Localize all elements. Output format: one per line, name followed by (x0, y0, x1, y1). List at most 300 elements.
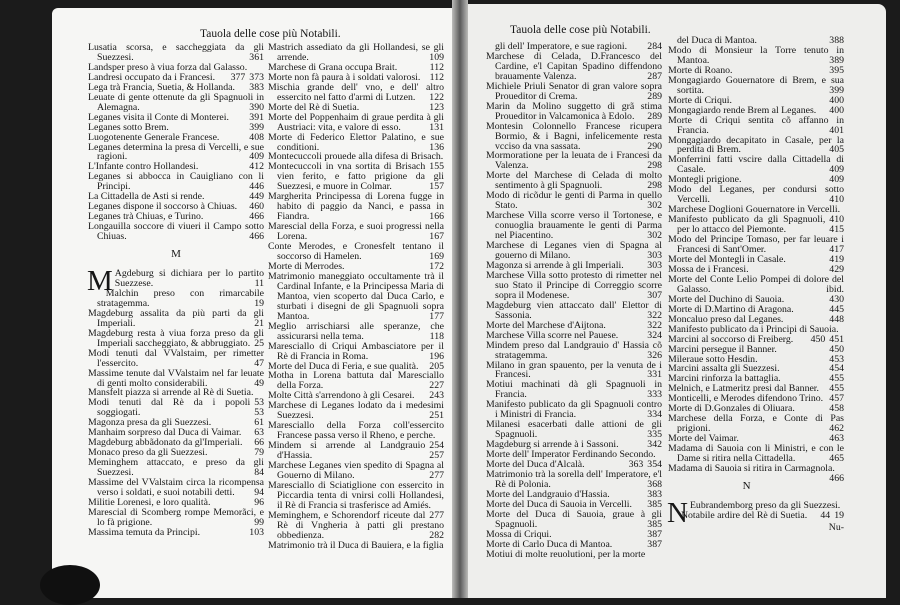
index-entry (486, 151, 662, 171)
page-number: 298 (647, 180, 662, 192)
entry-text: Mongagiardo decapitato in Casale, per la perdita di Brem. (668, 134, 844, 156)
index-entry (88, 329, 264, 349)
entry-text: Motiui di molte reuolutioni, per la morte (486, 548, 646, 560)
entry-text: Meminghem, e Schorendorf riceute dal Rè di Vngheria à patti gli prestano obbedienza. (268, 509, 444, 541)
page-number: 49 (254, 377, 264, 389)
index-entry (486, 191, 662, 211)
page-number: 53 (254, 397, 264, 409)
page-number: 254 (429, 440, 444, 452)
index-entry (268, 162, 444, 192)
page-number: 450 (810, 333, 826, 345)
entry-text: Marchese di Leganes vien di Spagna al gouerno di Milano. (486, 240, 662, 262)
page-number: 451 (829, 333, 844, 345)
index-entry (88, 172, 264, 192)
page-number: 44 (820, 509, 831, 521)
index-entry (486, 271, 662, 301)
page-number: 167 (429, 231, 444, 243)
page-number: 331 (647, 369, 662, 381)
page-number: 303 (647, 259, 662, 271)
page-number: 96 (254, 496, 264, 508)
page-number: 412 (249, 161, 264, 173)
page-number: 455 (829, 373, 844, 385)
index-entry (268, 222, 444, 242)
entry-text: Marin da Molino suggetto di grã stima Proueditor in Valcamonica à Edolo. (486, 100, 662, 122)
entry-text: Magdeburg assalita da più parti da gli Imperiali. (88, 307, 264, 329)
page-number: 363 (628, 459, 644, 471)
index-entry (88, 349, 264, 369)
index-entry (486, 420, 662, 440)
entry-text: Morte di Roano. (668, 64, 733, 76)
entry-text: Morte del Marchese d'Aijtona. (486, 319, 606, 331)
entry-text: Leganes visita il Conte di Monterei. (88, 111, 229, 123)
entry-text: Leganes sotto Brem. (88, 121, 169, 133)
entry-text: Mongagiardo rende Brem al Leganes. (668, 104, 817, 116)
page-number: 409 (249, 151, 264, 163)
index-entry (668, 136, 844, 156)
index-entry (268, 541, 444, 551)
entry-text: Monticelli, e Merodes difendono Trino. (668, 393, 824, 405)
entry-text: Mischia grande dell' vno, e dell' altro essercito nel fatto d'armi di Lutzen. (268, 81, 444, 103)
entry-text: Margherita Principessa di Lorena fugge in habito di paggio da Nanci, e passa in Fiandra. (268, 191, 444, 223)
page-number: 307 (647, 289, 662, 301)
index-entry (668, 116, 844, 136)
entry-text: Leganes dispone il soccorso à Chiuas. (88, 201, 238, 213)
index-entry (88, 369, 264, 389)
entry-text: Meminghem attaccato, e preso da gli Suezzesi. (88, 457, 264, 479)
page-number: 290 (647, 140, 662, 152)
entry-text: Marchese Villa scorre verso il Tortonese, e conuoglia brauamente le genti di Parma nel Piacentino. (486, 210, 662, 242)
entry-text: Notabile ardire del Rè di Suetia. (680, 509, 808, 521)
entry-text: Morte di Merrodes. (268, 260, 345, 272)
page-number: 61 (254, 417, 264, 429)
page-number: 123 (429, 101, 444, 113)
index-entry (486, 171, 662, 191)
entry-text: Morte di Federico Elettor Palatino, e sue conditioni. (268, 131, 444, 153)
index-entry (486, 52, 662, 82)
entry-text: Magdeburg si arrende à i Sassoni. (486, 439, 619, 451)
entry-text: Manifesto publicato da gli Spagnuoli contro i Ministri di Francia. (486, 399, 662, 421)
page-number: 401 (829, 124, 844, 136)
page-number: 303 (647, 250, 662, 262)
entry-text: Motiui machinati dà gli Spagnuoli in Francia. (486, 379, 662, 401)
page-number: 282 (429, 529, 444, 541)
index-entry (668, 215, 844, 235)
page-number: 53 (254, 407, 264, 419)
page-number: 399 (249, 121, 264, 133)
entry-text: Morte del Conte Lelio Pompei di dolore del Galasso. (668, 273, 844, 295)
entry-text: Mossa de i Francesi. (668, 263, 749, 275)
page-number: 400 (829, 94, 844, 106)
index-entry (88, 508, 264, 528)
page-number: 322 (647, 309, 662, 321)
entry-text: Morte di Criqui. (668, 94, 732, 106)
entry-text: Longauilla soccore di viueri il Campo sotto Chiuas. (88, 221, 264, 243)
entry-text: Modo del Principe Tomaso, per far leuare i Francesi di Sant'Omer. (668, 234, 844, 256)
running-header-right: Tauola delle cose più Notabili. (510, 24, 651, 36)
entry-text: Mastrich assediato da gli Hollandesi, se gli arrende. (268, 42, 444, 63)
page-number: 21 (254, 317, 264, 329)
page-number: 63 (254, 427, 264, 439)
page-number: 157 (429, 181, 444, 193)
index-entry (88, 398, 264, 418)
index-entry (486, 470, 662, 490)
entry-text: Michiele Priuli Senator di gran valore sopra Proueditor di Crema. (486, 80, 662, 102)
entry-text: Magdeburg vien attaccato dall' Elettor di Sassonia. (486, 299, 662, 321)
page-number: 399 (829, 84, 844, 96)
entry-text: Morte del Marchese di Celada di molto sentimento à gli Spagnuoli. (486, 170, 662, 192)
entry-text: Leganes determina la presa di Vercelli, e sue ragioni. (88, 141, 264, 163)
index-entry (668, 511, 844, 521)
index-entry (268, 461, 444, 481)
index-entry (268, 441, 444, 461)
page-number: 387 (647, 538, 662, 550)
page-number: 368 (647, 478, 662, 490)
entry-text: Modo di ricõdur le genti di Parma in quello Stato. (486, 190, 662, 212)
page-number: 302 (647, 230, 662, 242)
entry-text: Montegli prigione. (668, 174, 742, 186)
page-number: 445 (829, 303, 844, 315)
index-entry (668, 155, 844, 175)
index-entry (268, 133, 444, 153)
page-number: 385 (647, 518, 662, 530)
page-number: 454 (829, 363, 844, 375)
running-header-left: Tauola delle cose più Notabili. (200, 28, 341, 40)
entry-text: Marescial della Forza, e suoi progressi nella Lorena. (268, 221, 444, 243)
page-number: 465 (829, 453, 844, 465)
page-number: 277 (429, 509, 444, 521)
index-entry (88, 289, 264, 309)
entry-text: Magdeburg abbãdonato da gl'Imperiali. (88, 437, 243, 449)
page-number: 103 (249, 526, 264, 538)
page-number: 25 (254, 337, 264, 349)
entry-text: Motha in Lorena battuta dal Maresciallo della Forza. (268, 370, 444, 392)
entry-text: Mindem preso dal Landgrauio d' Hassia cõ stratagemma. (486, 339, 662, 361)
index-entry (668, 185, 844, 205)
page-number: 289 (647, 90, 662, 102)
entry-text: Montesin Colonnello Francese ricupera Bormio, & i Bagni, infelicemente resta vcciso da vna sassata. (486, 120, 662, 152)
page-number: 383 (249, 81, 264, 93)
page-number: 335 (647, 429, 662, 441)
entry-text: Mileraue sotto Hesdin. (668, 353, 758, 365)
page-number: 19 (254, 297, 264, 309)
entry-text: Morte del Duchino di Sauoia. (668, 293, 785, 305)
index-entry (88, 43, 264, 63)
entry-text: Magonza presa da gli Suezzesi. (88, 417, 212, 429)
entry-text: Leganes si abbocca in Cauigliano con li Principi. (88, 171, 264, 193)
index-entry (486, 241, 662, 261)
left-page (52, 8, 458, 598)
entry-text: Moncaluo preso dal Leganes. (668, 313, 784, 325)
page-number: 196 (429, 350, 444, 362)
page-number: 389 (829, 54, 844, 66)
entry-text: Madama di Sauoia con li Ministri, e con le Dame si ritira nella Cittadella. (668, 443, 844, 465)
index-entry (268, 43, 444, 63)
page-number: 155 (429, 161, 444, 173)
scan-shadow (40, 565, 100, 605)
entry-text: Morte dell' Imperator Ferdinando Secondo. (486, 449, 656, 461)
entry-text: Morte del Landgrauio d'Hassia. (486, 488, 610, 500)
page-number: 383 (647, 488, 662, 500)
index-entry (268, 511, 444, 541)
entry-text: Manifesto publicato da gli Spagnuoli, per lo attacco del Piemonte. (668, 214, 826, 236)
entry-text: Marchese Doglioni Gouernatore in Vercelli. (668, 204, 841, 216)
entry-text: Matrimonio trà la sorella dell' Imperatore, e'l Rè di Polonia. (486, 468, 662, 490)
index-entry (668, 462, 844, 484)
page-number: 409 (829, 164, 844, 176)
page-number: 462 (829, 423, 844, 435)
page-number: 446 (249, 181, 264, 193)
index-entry (486, 122, 662, 152)
entry-text: Morte di D.Martino di Aragona. (668, 303, 794, 315)
page-number: 243 (429, 390, 444, 402)
entry-text: Agdeburg si dichiara per lo partito Suezzese. (114, 268, 264, 289)
drop-cap: M (87, 265, 113, 298)
entry-text: Morte del Poppenhaim di graue perdita à gli Austriaci: vita, e valore di esso. (268, 111, 444, 133)
index-entry (486, 550, 662, 560)
page-number: 19 (834, 509, 844, 521)
entry-text: Marcini persegue il Banner. (668, 343, 777, 355)
page-number: 79 (254, 447, 264, 459)
index-entry (486, 510, 662, 530)
page-number: 166 (429, 211, 444, 223)
index-entry (486, 361, 662, 381)
page-number: 408 (249, 131, 264, 143)
page-number: 302 (647, 200, 662, 212)
entry-text: Marchese Villa scorre nel Pauese. (486, 329, 619, 341)
index-entry (268, 479, 444, 521)
entry-text: Magdeburg resta à viua forza preso da gli Imperiali saccheggiato, & abbruggiato. (88, 327, 264, 349)
index-entry (268, 371, 444, 391)
page-number: 322 (647, 319, 662, 331)
entry-text: Conte Merodes, e Cronesfelt tentano il soccorso di Hamelen. (268, 241, 444, 263)
index-column (486, 42, 662, 560)
page-number: 458 (829, 403, 844, 415)
page-number: 205 (429, 360, 444, 372)
page-number: 361 (249, 51, 264, 63)
entry-text: Marchese di Grana occupa Brait. (268, 61, 398, 73)
page-number: 227 (429, 380, 444, 392)
entry-text: Marcini al soccorso di Freiberg. (668, 333, 794, 345)
index-entry (88, 458, 264, 478)
entry-text: Luogotenente Generale Francese. (88, 131, 220, 143)
index-column (668, 36, 844, 533)
entry-text: del Duca di Mantoa. (677, 35, 757, 46)
index-entry (668, 414, 844, 434)
entry-text: Morte del Duca di Sauoia in Vercelli. (486, 498, 632, 510)
page-number: 415 (829, 224, 844, 236)
index-entry (88, 143, 264, 163)
page-number: 177 (429, 310, 444, 322)
entry-text: Molte Città s'arrendono à gli Cesarei. (268, 390, 415, 402)
page-number: 417 (829, 244, 844, 256)
page-number: 400 (829, 104, 844, 116)
entry-text: Modi tenuti dal VValstaim, per rimetter l'essercito. (88, 347, 264, 369)
page-number: 122 (429, 91, 444, 103)
page-number: 287 (647, 70, 662, 82)
index-entry (88, 309, 264, 329)
page-number: 449 (249, 191, 264, 203)
index-entry (486, 211, 662, 241)
entry-text: Mongagiardo Gouernatore di Brem, e sua sortita. (668, 74, 844, 96)
index-entry (268, 242, 444, 262)
page-number: 131 (429, 121, 444, 133)
page-number: 277 (429, 469, 444, 481)
index-entry (88, 478, 264, 498)
entry-text: Morte di D.Gonzales di Oliuara. (668, 403, 795, 415)
page-number: 112 (429, 61, 444, 73)
page-number: 450 (829, 343, 844, 355)
right-page (462, 4, 886, 598)
entry-text: Morte del Montegli in Casale. (668, 253, 786, 265)
entry-text: Maresciallo della Forza coll'essercito Francese passa verso il Rheno, e perche. (268, 420, 444, 442)
index-entry (88, 93, 264, 113)
page-number: 405 (829, 144, 844, 156)
entry-text: Manhaim sorpreso dal Duca di Vaimar. (88, 427, 242, 439)
index-entry (668, 235, 844, 255)
entry-text: Militie Lorenesi, e loro qualità. (88, 496, 211, 508)
section-letter: N (742, 479, 751, 492)
page-number: 84 (254, 467, 264, 479)
entry-text: Manifesto publicato da i Principi di Sauoia. (668, 323, 839, 335)
index-entry (486, 341, 662, 361)
entry-text: Monferrini fatti vscire dalla Cittadella di Casale. (668, 154, 844, 176)
entry-text: Morte non fà paura à i soldati valorosi. (268, 71, 421, 83)
page-number: 333 (647, 389, 662, 401)
entry-text: Eubrandemborg preso da gli Suezzesi. (689, 499, 841, 511)
page-number: 419 (829, 253, 844, 265)
index-entry (268, 342, 444, 362)
index-column (88, 43, 264, 538)
entry-text: Malchin preso con rimarcabile stratagemma. (97, 287, 264, 309)
drop-cap: N (667, 496, 688, 529)
index-entry (486, 380, 662, 400)
entry-text: La Cittadella de Asti si rende. (88, 191, 205, 203)
entry-text: Morte di Criqui sentita cõ affanno in Francia. (668, 114, 844, 136)
page-number: 109 (429, 51, 444, 63)
entry-text: Madama di Sauoia si ritira in Carmagnola. (668, 462, 835, 474)
entry-text: Marcini assalta gli Suezzesi. (668, 363, 780, 375)
index-entry (486, 301, 662, 321)
entry-text: Morte del Vaimar. (668, 433, 739, 445)
entry-text: Morte del Rè di Suetia. (268, 101, 360, 113)
entry-text: Morte del Duca di Feria, e sue qualità. (268, 360, 419, 372)
index-entry (486, 102, 662, 122)
page-number: 457 (829, 393, 844, 405)
page-number: 385 (647, 498, 662, 510)
entry-text: Morte del Duca di Sauoia, graue à gli Spagnuoli. (486, 508, 662, 530)
page-number: 289 (647, 110, 662, 122)
page-number: 391 (249, 111, 264, 123)
page-number: 298 (647, 160, 662, 172)
page-number: 429 (829, 263, 844, 275)
entry-text: Landsper preso à viua forza dal Galasso. (88, 61, 248, 73)
page-number: 136 (429, 141, 444, 153)
entry-text: Milanesi esacerbati dalle attioni de gli Spagnuoli. (486, 419, 662, 441)
entry-text: Milano in gran spauento, per la venuta de i Francesi. (486, 359, 662, 381)
entry-text: Massime del VValstaim circa la ricompensa verso i soldati, e suoi notabili detti. (88, 477, 264, 498)
entry-text: Mansfelt piazza si arrende al Rè di Suetia. (88, 387, 254, 399)
catchword: Nu- (828, 521, 844, 533)
page-number: 463 (829, 433, 844, 445)
page-number: 47 (254, 357, 264, 369)
entry-text: Marchese Leganes vien spedito di Spagna al Gouerno di Milano. (268, 460, 444, 481)
page-number: 373 (249, 71, 264, 83)
index-entry (88, 222, 264, 242)
page-number: 66 (254, 437, 264, 449)
page-number: 390 (249, 101, 264, 113)
entry-text: Marescial di Scomberg rompe Memorãci, e lo fà prigione. (88, 506, 264, 528)
page-number: 410 (829, 194, 844, 206)
index-entry (668, 444, 844, 464)
entry-text: Marchese di Celada, D.Francesco del Cardine, e'l Capitan Spadino diffendono brauamente Valenza. (486, 50, 662, 82)
index-entry (268, 83, 444, 103)
entry-text: Mossa di Criqui. (486, 528, 552, 540)
entry-text: Lega trà Francia, Suetia, & Hollanda. (88, 81, 235, 93)
section-letter: M (171, 248, 181, 261)
entry-text: Mindem si arrende al Landgrauio d'Hassia. (268, 440, 426, 462)
index-entry (668, 46, 844, 66)
page-number: 172 (429, 260, 444, 272)
page-number: 453 (829, 353, 844, 365)
entry-text: gli dell' Imperatore, e sue ragioni. (495, 41, 628, 52)
page-number: 466 (249, 231, 264, 243)
index-entry (668, 76, 844, 96)
entry-text: L'Infante contro Hollandesi. (88, 161, 199, 173)
page-number: 326 (647, 349, 662, 361)
page-number: 388 (829, 35, 844, 46)
page-number: 409 (829, 174, 844, 186)
entry-text: Modo del Leganes, per condursi sotto Vercelli. (668, 184, 844, 206)
entry-text: Massima temuta da Principi. (88, 526, 201, 538)
index-entry (668, 275, 844, 295)
page-number: 430 (829, 293, 844, 305)
index-entry (268, 272, 444, 322)
page-number: 94 (254, 486, 264, 498)
index-entry (268, 192, 444, 222)
entry-text: Marchese di Leganes lodato da i medesimi Suezzesi. (268, 400, 444, 422)
page-number: 11 (254, 277, 264, 289)
entry-text: Montecuccoli in vna sortita di Brisach vien ferito, e fatto prigione da gli Suezzesi, e muore in Colmar. (268, 161, 444, 193)
entry-text: Marcini rinforza la battaglia. (668, 373, 781, 385)
page-number: 251 (429, 410, 444, 422)
entry-text: Modo di Monsieur la Torre tenuto in Mantoa. (668, 44, 844, 66)
entry-text: Montecuccoli prouede alla difesa di Brisach. (268, 151, 444, 163)
entry-text: Massime tenute dal VValstaim nel far leuate di genti molto considerabili. (88, 367, 264, 389)
page-number: 466 (829, 472, 844, 484)
page-number: 460 (249, 201, 264, 213)
page-number: 387 (647, 528, 662, 540)
entry-text: Meglio arrischiarsi alle speranze, che assicurarsi nella tema. (268, 320, 444, 342)
index-entry (88, 528, 264, 538)
page-number: 324 (647, 329, 662, 341)
entry-text: Matrimonio trà il Duca di Bauiera, e la figlia (268, 539, 444, 551)
page-number: 112 (429, 71, 444, 83)
page-number: 342 (647, 439, 662, 451)
page-number: 410 (829, 214, 844, 226)
page-number: 284 (647, 41, 662, 52)
page-number: 257 (429, 450, 444, 462)
entry-text: Melnich, e Latmeritz presi dal Banner. (668, 383, 819, 395)
page-number: 466 (249, 211, 264, 223)
entry-text: Mormoratione per la leuata de i Francesi da Valenza. (486, 150, 662, 172)
entry-text: Lusatia scorsa, e saccheggiata da gli Suezzesi. (88, 42, 264, 63)
book-gutter (452, 0, 468, 598)
index-column (268, 43, 444, 551)
page-number: 377 (230, 71, 246, 83)
index-entry (486, 82, 662, 102)
entry-text: Magonza si arrende à gli Imperiali. (486, 259, 624, 271)
page-number: 395 (829, 64, 844, 76)
